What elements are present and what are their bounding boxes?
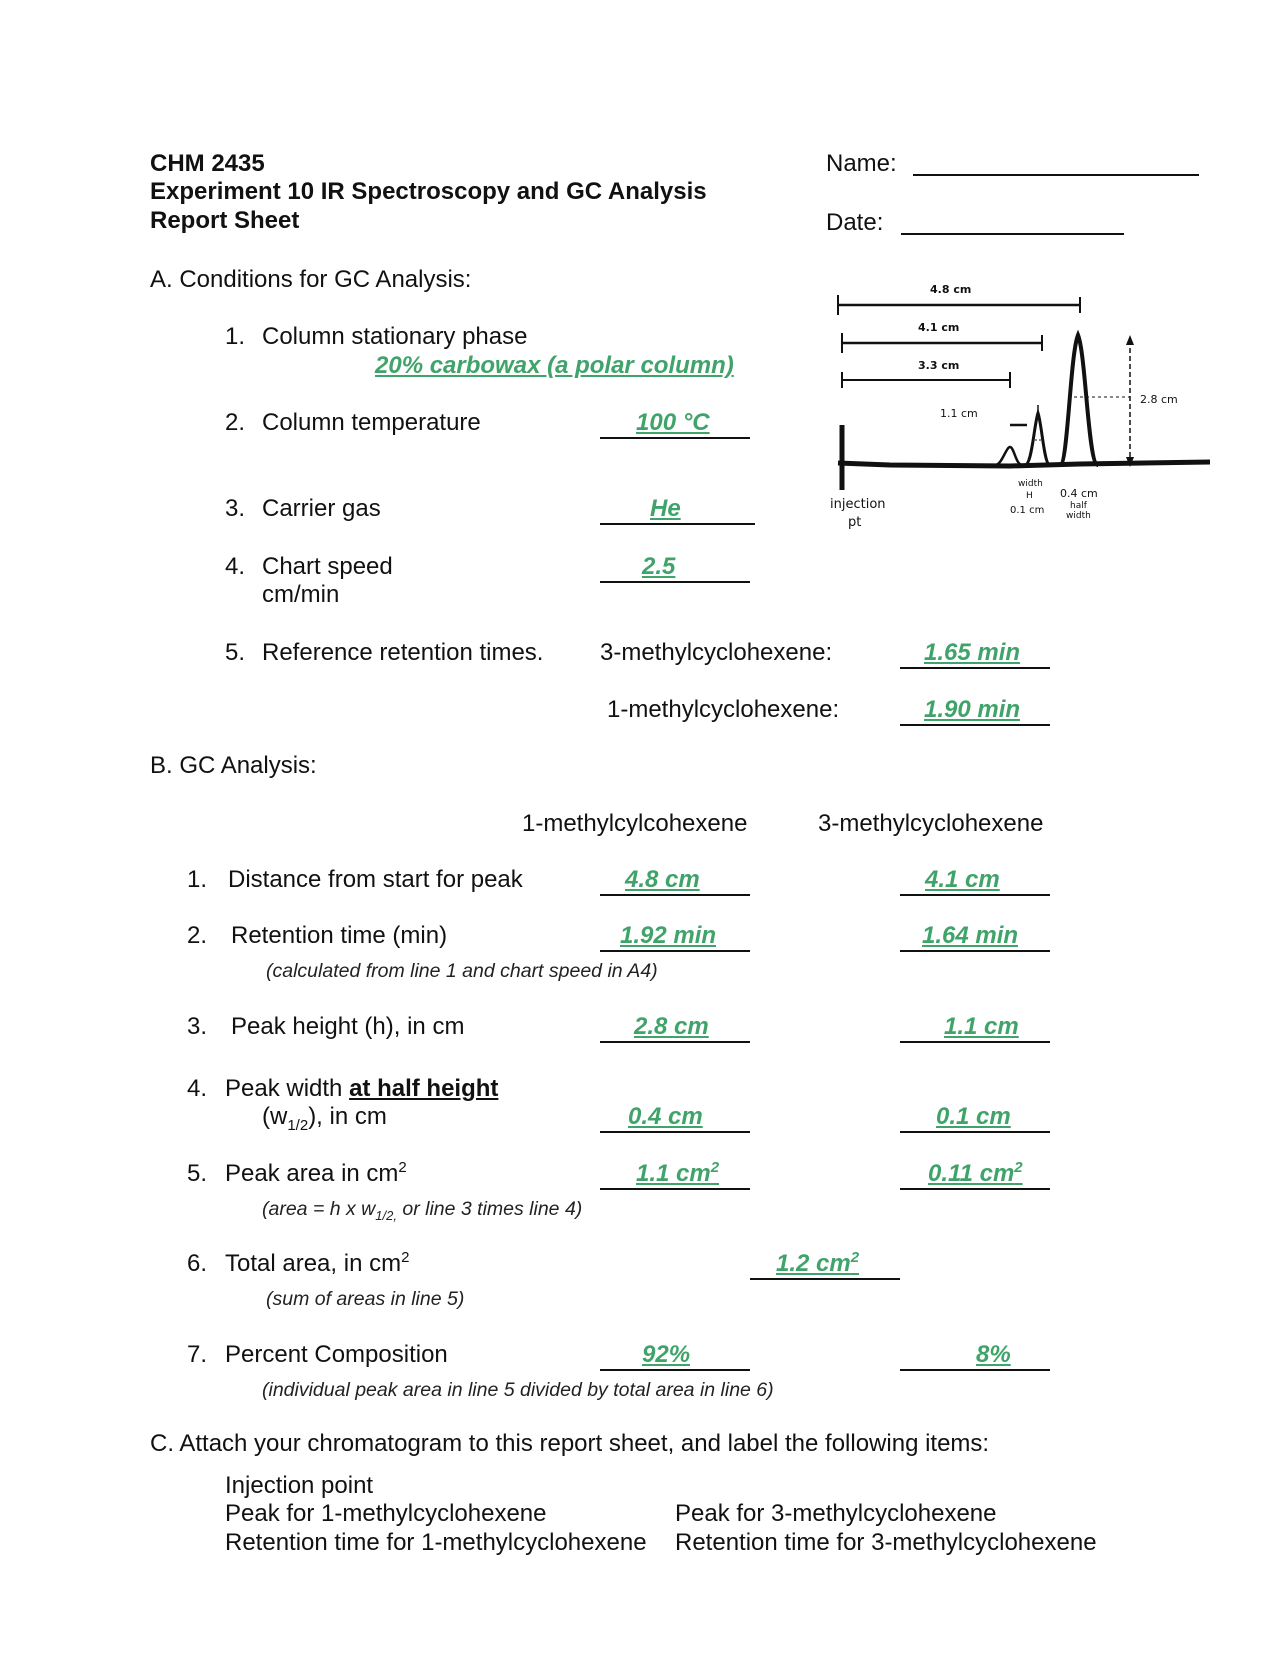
col-header-1mch: 1-methylcylcohexene [522, 810, 748, 837]
label-item: Retention time for 1-methylcyclohexene [225, 1529, 647, 1556]
label-item: Injection point [225, 1472, 374, 1499]
peak-area-note: (area = h x $w_{1/2,}$ or line 3 times line 4) [262, 1198, 583, 1223]
area-3mch: 0.11 $cm^2$ [928, 1159, 1023, 1187]
retention-3mch: 1.64 min [922, 922, 1019, 949]
carrier-gas-answer: He [650, 495, 681, 522]
height-3mch-field [900, 1013, 1050, 1043]
distance-1mch: 4.8 cm [625, 866, 700, 893]
sketch-label-pt: pt [848, 515, 862, 530]
sketch-label-04: 0.4 cm [1060, 487, 1098, 500]
row-num: 3. [187, 1013, 208, 1040]
ref-name-3mch: 3-methylcyclohexene: [600, 639, 833, 666]
peak-height-label: Peak height (h), in cm [231, 1013, 465, 1040]
item-num: 1. [225, 323, 246, 350]
percent-3mch: 8% [976, 1341, 1011, 1368]
height-1mch-field [600, 1013, 750, 1043]
ref-value-3mch: 1.65 min [924, 639, 1021, 666]
percent-1mch-field [600, 1341, 750, 1371]
distance-label: Distance from start for peak [228, 866, 523, 893]
section-c-heading: C. Attach your chromatogram to this report sheet, and label the following items: [150, 1430, 990, 1457]
retention-3mch-field [900, 922, 1050, 952]
chromatogram-sketch [830, 275, 1220, 565]
carrier-gas-label: Carrier gas [262, 495, 381, 522]
col-header-3mch: 3-methylcyclohexene [818, 810, 1044, 837]
name-label: Name: [826, 150, 897, 177]
column-temp-label: Column temperature [262, 409, 481, 436]
sketch-label-01: 0.1 cm [1010, 505, 1045, 516]
ref-value-1mch-field [900, 696, 1050, 726]
area-1mch-field [600, 1160, 750, 1190]
row-num: 5. [187, 1160, 208, 1187]
row-num: 7. [187, 1341, 208, 1368]
chart-speed-label: Chart speed [262, 553, 393, 580]
retention-1mch-field [600, 922, 750, 952]
height-1mch: 2.8 cm [634, 1013, 709, 1040]
width-1mch-field [600, 1103, 750, 1133]
total-area-value: 1.2 $cm^2$ [776, 1249, 860, 1277]
ref-name-1mch: 1-methylcyclohexene: [607, 696, 840, 723]
chart-speed-field [600, 553, 750, 583]
chart-speed-unit: cm/min [262, 581, 340, 608]
carrier-gas-field [600, 495, 755, 525]
report-sheet-title: Report Sheet [150, 207, 300, 234]
sketch-label-48: 4.8 cm [930, 283, 972, 296]
label-item: Peak for 1-methylcyclohexene [225, 1500, 547, 1527]
sketch-label-41: 4.1 cm [918, 321, 960, 334]
total-area-field [750, 1250, 900, 1280]
label-item: Retention time for 3-methylcyclohexene [675, 1529, 1097, 1556]
area-1mch: 1.1 $cm^2$ [636, 1159, 720, 1187]
ref-value-3mch-field [900, 639, 1050, 669]
experiment-title: Experiment 10 IR Spectroscopy and GC Analysis [150, 178, 707, 205]
item-num: 4. [225, 553, 246, 580]
item-num: 3. [225, 495, 246, 522]
column-temp-answer: 100 °C [636, 409, 710, 436]
retention-1mch: 1.92 min [620, 922, 717, 949]
percent-1mch: 92% [642, 1341, 691, 1368]
sketch-label-injection: injection [830, 497, 886, 512]
peak-width-label: Peak width at half height [225, 1075, 499, 1102]
percent-comp-label: Percent Composition [225, 1341, 448, 1368]
width-1mch: 0.4 cm [628, 1103, 703, 1130]
date-label: Date: [826, 209, 884, 236]
sketch-label-11: 1.1 cm [940, 407, 978, 420]
width-3mch-field [900, 1103, 1050, 1133]
percent-comp-note: (individual peak area in line 5 divided by total area in line 6) [262, 1379, 774, 1401]
row-num: 1. [187, 866, 208, 893]
peak-width-unit: $(w_{1/2})$, in cm [262, 1103, 387, 1134]
date-field[interactable] [901, 207, 1124, 235]
percent-3mch-field [900, 1341, 1050, 1371]
column-temp-field [600, 409, 750, 439]
distance-1mch-field [600, 866, 750, 896]
sketch-label-33: 3.3 cm [918, 359, 960, 372]
area-3mch-field [900, 1160, 1050, 1190]
sketch-label-half: half [1070, 501, 1087, 511]
sketch-label-h: H [1026, 491, 1033, 501]
ref-times-label: Reference retention times. [262, 639, 544, 666]
sketch-label-height: 2.8 cm [1140, 393, 1178, 406]
column-phase-answer: 20% carbowax (a polar column) [375, 352, 734, 379]
total-area-label: Total area, in $cm^2$ [225, 1249, 410, 1277]
column-phase-label: Column stationary phase [262, 323, 528, 350]
row-num: 6. [187, 1250, 208, 1277]
retention-label: Retention time (min) [231, 922, 448, 949]
course-code: CHM 2435 [150, 150, 265, 177]
width-3mch: 0.1 cm [936, 1103, 1011, 1130]
row-num: 2. [187, 922, 208, 949]
chart-speed-answer: 2.5 [642, 553, 676, 580]
section-a-heading: A. Conditions for GC Analysis: [150, 266, 472, 293]
peak-area-label: Peak area in $cm^2$ [225, 1159, 407, 1187]
item-num: 5. [225, 639, 246, 666]
row-num: 4. [187, 1075, 208, 1102]
distance-3mch: 4.1 cm [925, 866, 1000, 893]
height-3mch: 1.1 cm [944, 1013, 1019, 1040]
sketch-label-width2: width [1066, 511, 1091, 521]
retention-note: (calculated from line 1 and chart speed in A4) [266, 960, 658, 982]
name-field[interactable] [913, 148, 1199, 176]
distance-3mch-field [900, 866, 1050, 896]
item-num: 2. [225, 409, 246, 436]
section-b-heading: B. GC Analysis: [150, 752, 317, 779]
sketch-label-width: width [1018, 479, 1043, 489]
chromatogram-drawing [830, 275, 1220, 565]
ref-value-1mch: 1.90 min [924, 696, 1021, 723]
label-item: Peak for 3-methylcyclohexene [675, 1500, 997, 1527]
total-area-note: (sum of areas in line 5) [266, 1288, 465, 1310]
